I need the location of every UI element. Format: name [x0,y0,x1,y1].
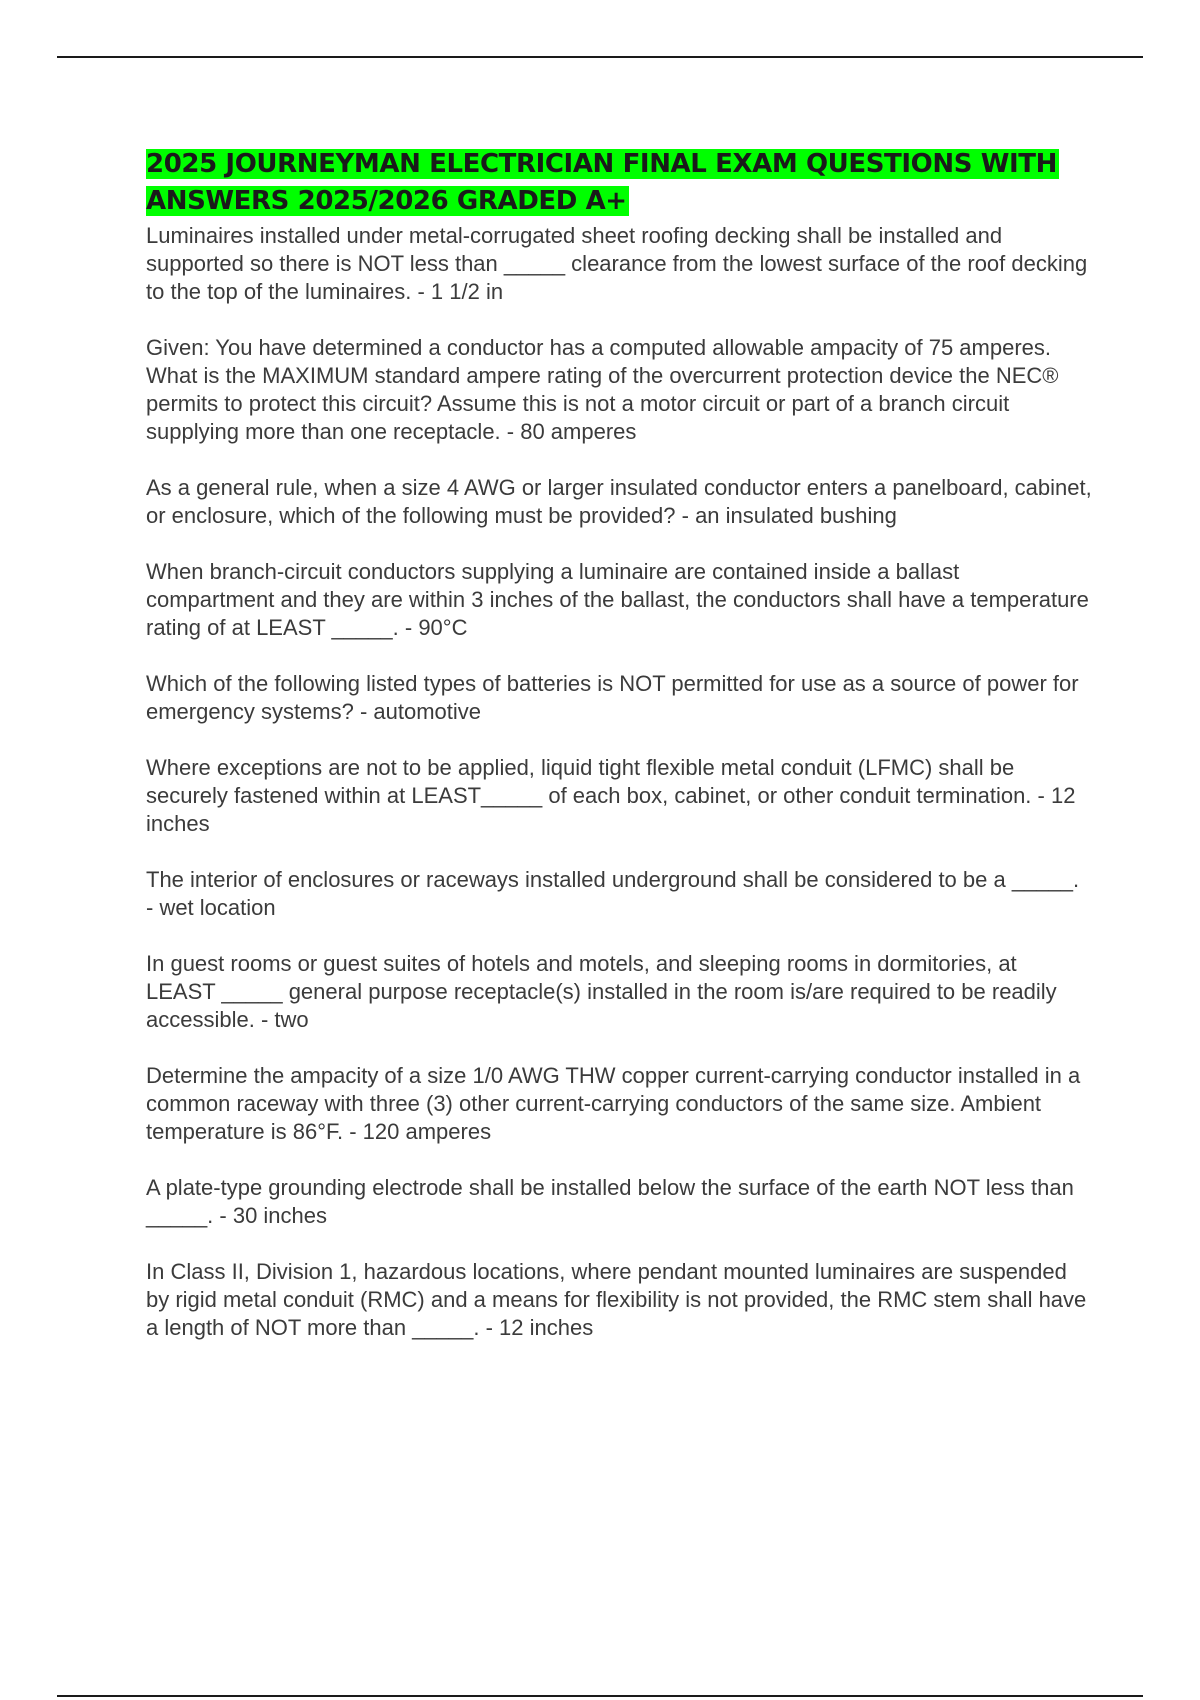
question-item-7: The interior of enclosures or raceways installed underground shall be considered to be a _____. - wet location [146,867,1080,920]
document-body [146,146,1092,1370]
question-item-11: In Class II, Division 1, hazardous locations, where pendant mounted luminaires are suspended by rigid metal conduit (RMC) and a means for flexibility is not provided, the RMC stem shall have a length of NOT more than _____. - 12 inches [146,1259,1087,1340]
question-item-8: In guest rooms or guest suites of hotels and motels, and sleeping rooms in dormitories, at LEAST _____ general purpose receptacle(s) installed in the room is/are required to be readily accessible. - two [146,951,1057,1032]
question-item-5: Which of the following listed types of batteries is NOT permitted for use as a source of power for emergency systems? - automotive [146,671,1079,724]
question-item-2: Given: You have determined a conductor has a computed allowable ampacity of 75 amperes. What is the MAXIMUM standard ampere rating of the overcurrent protection device the NEC® permits to protect this circuit? Assume this is not a motor circuit or part of a branch circuit supplying more than one receptacle. - 80 amperes [146,335,1059,444]
question-item-4: When branch-circuit conductors supplying a luminaire are contained inside a ballast compartment and they are within 3 inches of the ballast, the conductors shall have a temperature rating of at LEAST _____. - 90°C [146,559,1089,640]
question-item-10: A plate-type grounding electrode shall be installed below the surface of the earth NOT less than _____. - 30 inches [146,1175,1074,1228]
document-title [146,146,1092,220]
top-divider [57,56,1143,58]
title-highlight: 2025 JOURNEYMAN ELECTRICIAN FINAL EXAM QUESTIONS WITH ANSWERS 2025/2026 GRADED A+ [146,149,1057,216]
question-item-9: Determine the ampacity of a size 1/0 AWG THW copper current-carrying conductor installed in a common raceway with three (3) other current-carrying conductors of the same size. Ambient temperature is 86°F. - 120 amperes [146,1063,1081,1144]
question-item-3: As a general rule, when a size 4 AWG or larger insulated conductor enters a panelboard, cabinet, or enclosure, which of the following must be provided? - an insulated bushing [146,475,1092,528]
question-item-6: Where exceptions are not to be applied, liquid tight flexible metal conduit (LFMC) shall be securely fastened within at LEAST_____ of each box, cabinet, or other conduit termination. - 12 inches [146,755,1076,836]
bottom-divider [57,1695,1143,1697]
question-item-1: Luminaires installed under metal-corrugated sheet roofing decking shall be installed and supported so there is NOT less than _____ clearance from the lowest surface of the roof decking to the top of the luminaires. - 1 1/2 in [146,223,1088,304]
